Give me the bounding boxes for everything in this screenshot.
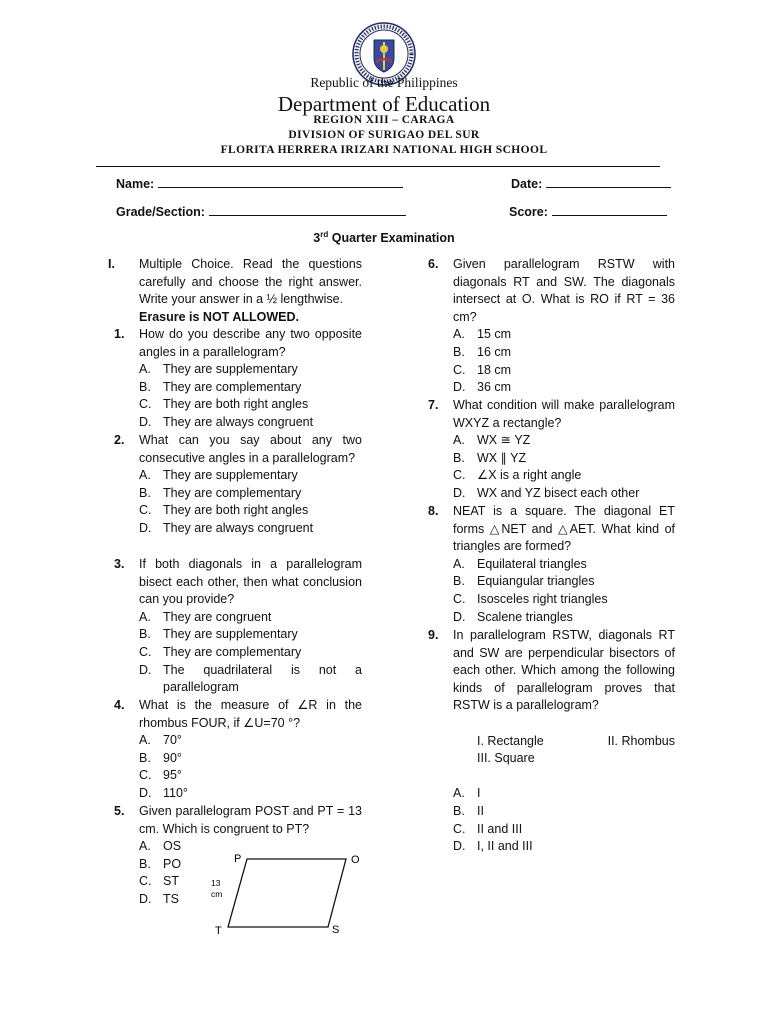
score-blank[interactable] [552,204,667,216]
name-blank[interactable] [158,176,403,188]
question-stem: What is the measure of ∠R in the rhombus FOUR, if ∠U=70 °? [139,698,362,730]
question-9 [428,627,675,856]
score-field[interactable] [509,204,667,219]
question-stem: What can you say about any two consecutive angles in a parallelogram? [139,433,362,465]
side-length-unit: cm [211,889,223,899]
option-b[interactable]: B. II [453,803,484,818]
option-a[interactable]: A. They are supplementary [139,468,298,483]
date-label: Date: [511,177,543,191]
question-1 [114,326,362,432]
option-b[interactable]: B. WX ∥ YZ [453,450,527,465]
question-number: 8. [428,504,439,518]
question-number: 4. [114,698,125,712]
part-number: I. [108,257,115,271]
option-c[interactable]: C. 18 cm [453,362,512,377]
option-c[interactable]: C. ∠X is a right angle [453,468,582,483]
date-blank[interactable] [546,176,671,188]
option-d[interactable]: D. The quadrilateral is not a parallelogram [139,662,362,695]
school-title: FLORITA HERRERA IRIZARI NATIONAL HIGH SCHOOL [220,144,548,156]
option-b[interactable]: B. They are complementary [139,379,302,394]
option-d[interactable]: D. WX and YZ bisect each other [453,485,640,500]
instructions-text: Multiple Choice. Read the questions carefully and choose the right answer. Write your answer in a ½ lengthwise. [139,257,362,307]
kind-rectangle: I. Rectangle [477,733,544,748]
date-field[interactable] [511,176,671,191]
name-field[interactable] [116,176,403,191]
option-a[interactable]: A. Equilateral triangles [453,556,587,571]
option-a[interactable]: A. I [453,786,481,801]
option-d[interactable]: D. 36 cm [453,380,512,395]
option-d[interactable]: D. TS [139,891,179,906]
vertex-p-label: P [234,853,242,865]
division-title: DIVISION OF SURIGAO DEL SUR [288,129,480,141]
question-number: 2. [114,433,125,447]
header-divider [96,166,660,167]
option-a[interactable]: A. 15 cm [453,327,512,342]
name-label: Name: [116,177,155,191]
side-length-value: 13 [211,878,221,888]
option-c[interactable]: C. They are both right angles [139,397,309,412]
question-number: 7. [428,398,439,412]
question-stem: In parallelogram RSTW, diagonals RT and SW are perpendicular bisectors of each other. Which among the following kinds of parallelogram proves that RSTW is a parallelogram? [453,628,675,713]
question-number: 1. [114,327,125,341]
question-6 [428,256,675,397]
question-stem: Given parallelogram RSTW with diagonals RT and SW. The diagonals intersect at O. What is RO if RT = 36 cm? [453,257,675,324]
exam-title: 3rd Quarter Examination [313,230,455,246]
option-c[interactable]: C. They are both right angles [139,503,309,518]
option-d[interactable]: D. I, II and III [453,839,533,854]
option-a[interactable]: A. They are supplementary [139,362,298,377]
question-7 [428,397,675,503]
option-b[interactable]: B. PO [139,856,182,871]
parallelogram-shape [228,859,346,927]
score-label: Score: [509,205,548,219]
question-stem: NEAT is a square. The diagonal ET forms △NET and △AET. What kind of triangles are formed? [453,504,675,554]
option-b[interactable]: B. 16 cm [453,344,512,359]
option-a[interactable]: A. OS [139,839,182,854]
parallelogram-kinds-line-1 [453,733,675,751]
region-title: REGION XIII – CARAGA [313,114,455,126]
question-number: 5. [114,804,125,818]
question-number: 9. [428,628,439,642]
instructions-block [108,256,362,326]
grade-section-field[interactable] [116,204,406,219]
option-c[interactable]: C. They are complementary [139,644,302,659]
option-c[interactable]: C. 95° [139,768,182,783]
kind-rhombus: II. Rhombus [607,733,675,748]
question-2 [114,432,362,538]
option-b[interactable]: B. They are supplementary [139,627,298,642]
grade-section-blank[interactable] [209,204,406,216]
instructions-emphasis: Erasure is NOT ALLOWED. [139,309,299,324]
grade-section-label: Grade/Section: [116,205,205,219]
question-8 [428,503,675,626]
option-b[interactable]: B. Equiangular triangles [453,574,595,589]
parallelogram-post-diagram [200,848,370,938]
parallelogram-kinds-line-2 [453,750,675,768]
option-d[interactable]: D. 110° [139,785,188,800]
question-3 [114,556,362,697]
option-b[interactable]: B. 90° [139,750,182,765]
option-a[interactable]: A. 70° [139,733,182,748]
question-4 [114,697,362,803]
option-c[interactable]: C. Isosceles right triangles [453,591,608,606]
question-number: 3. [114,557,125,571]
question-stem: Given parallelogram POST and PT = 13 cm. Which is congruent to PT? [139,804,362,836]
vertex-o-label: O [351,854,360,866]
option-a[interactable]: A. WX ≅ YZ [453,433,531,448]
kind-square: III. Square [477,751,535,766]
option-a[interactable]: A. They are congruent [139,609,272,624]
department-title: Department of Education [277,92,491,116]
option-d[interactable]: D. They are always congruent [139,520,314,535]
question-number: 6. [428,257,439,271]
question-stem: If both diagonals in a parallelogram bisect each other, then what conclusion can you provide? [139,557,362,607]
option-d[interactable]: D. They are always congruent [139,414,314,429]
option-c[interactable]: C. ST [139,874,179,889]
question-stem: What condition will make parallelogram WXYZ a rectangle? [453,398,675,430]
vertex-t-label: T [215,925,222,937]
vertex-s-label: S [332,924,340,936]
republic-title: Republic of the Philippines [310,75,458,90]
option-b[interactable]: B. They are complementary [139,485,302,500]
option-c[interactable]: C. II and III [453,821,523,836]
option-d[interactable]: D. Scalene triangles [453,609,573,624]
question-stem: How do you describe any two opposite angles in a parallelogram? [139,327,362,359]
